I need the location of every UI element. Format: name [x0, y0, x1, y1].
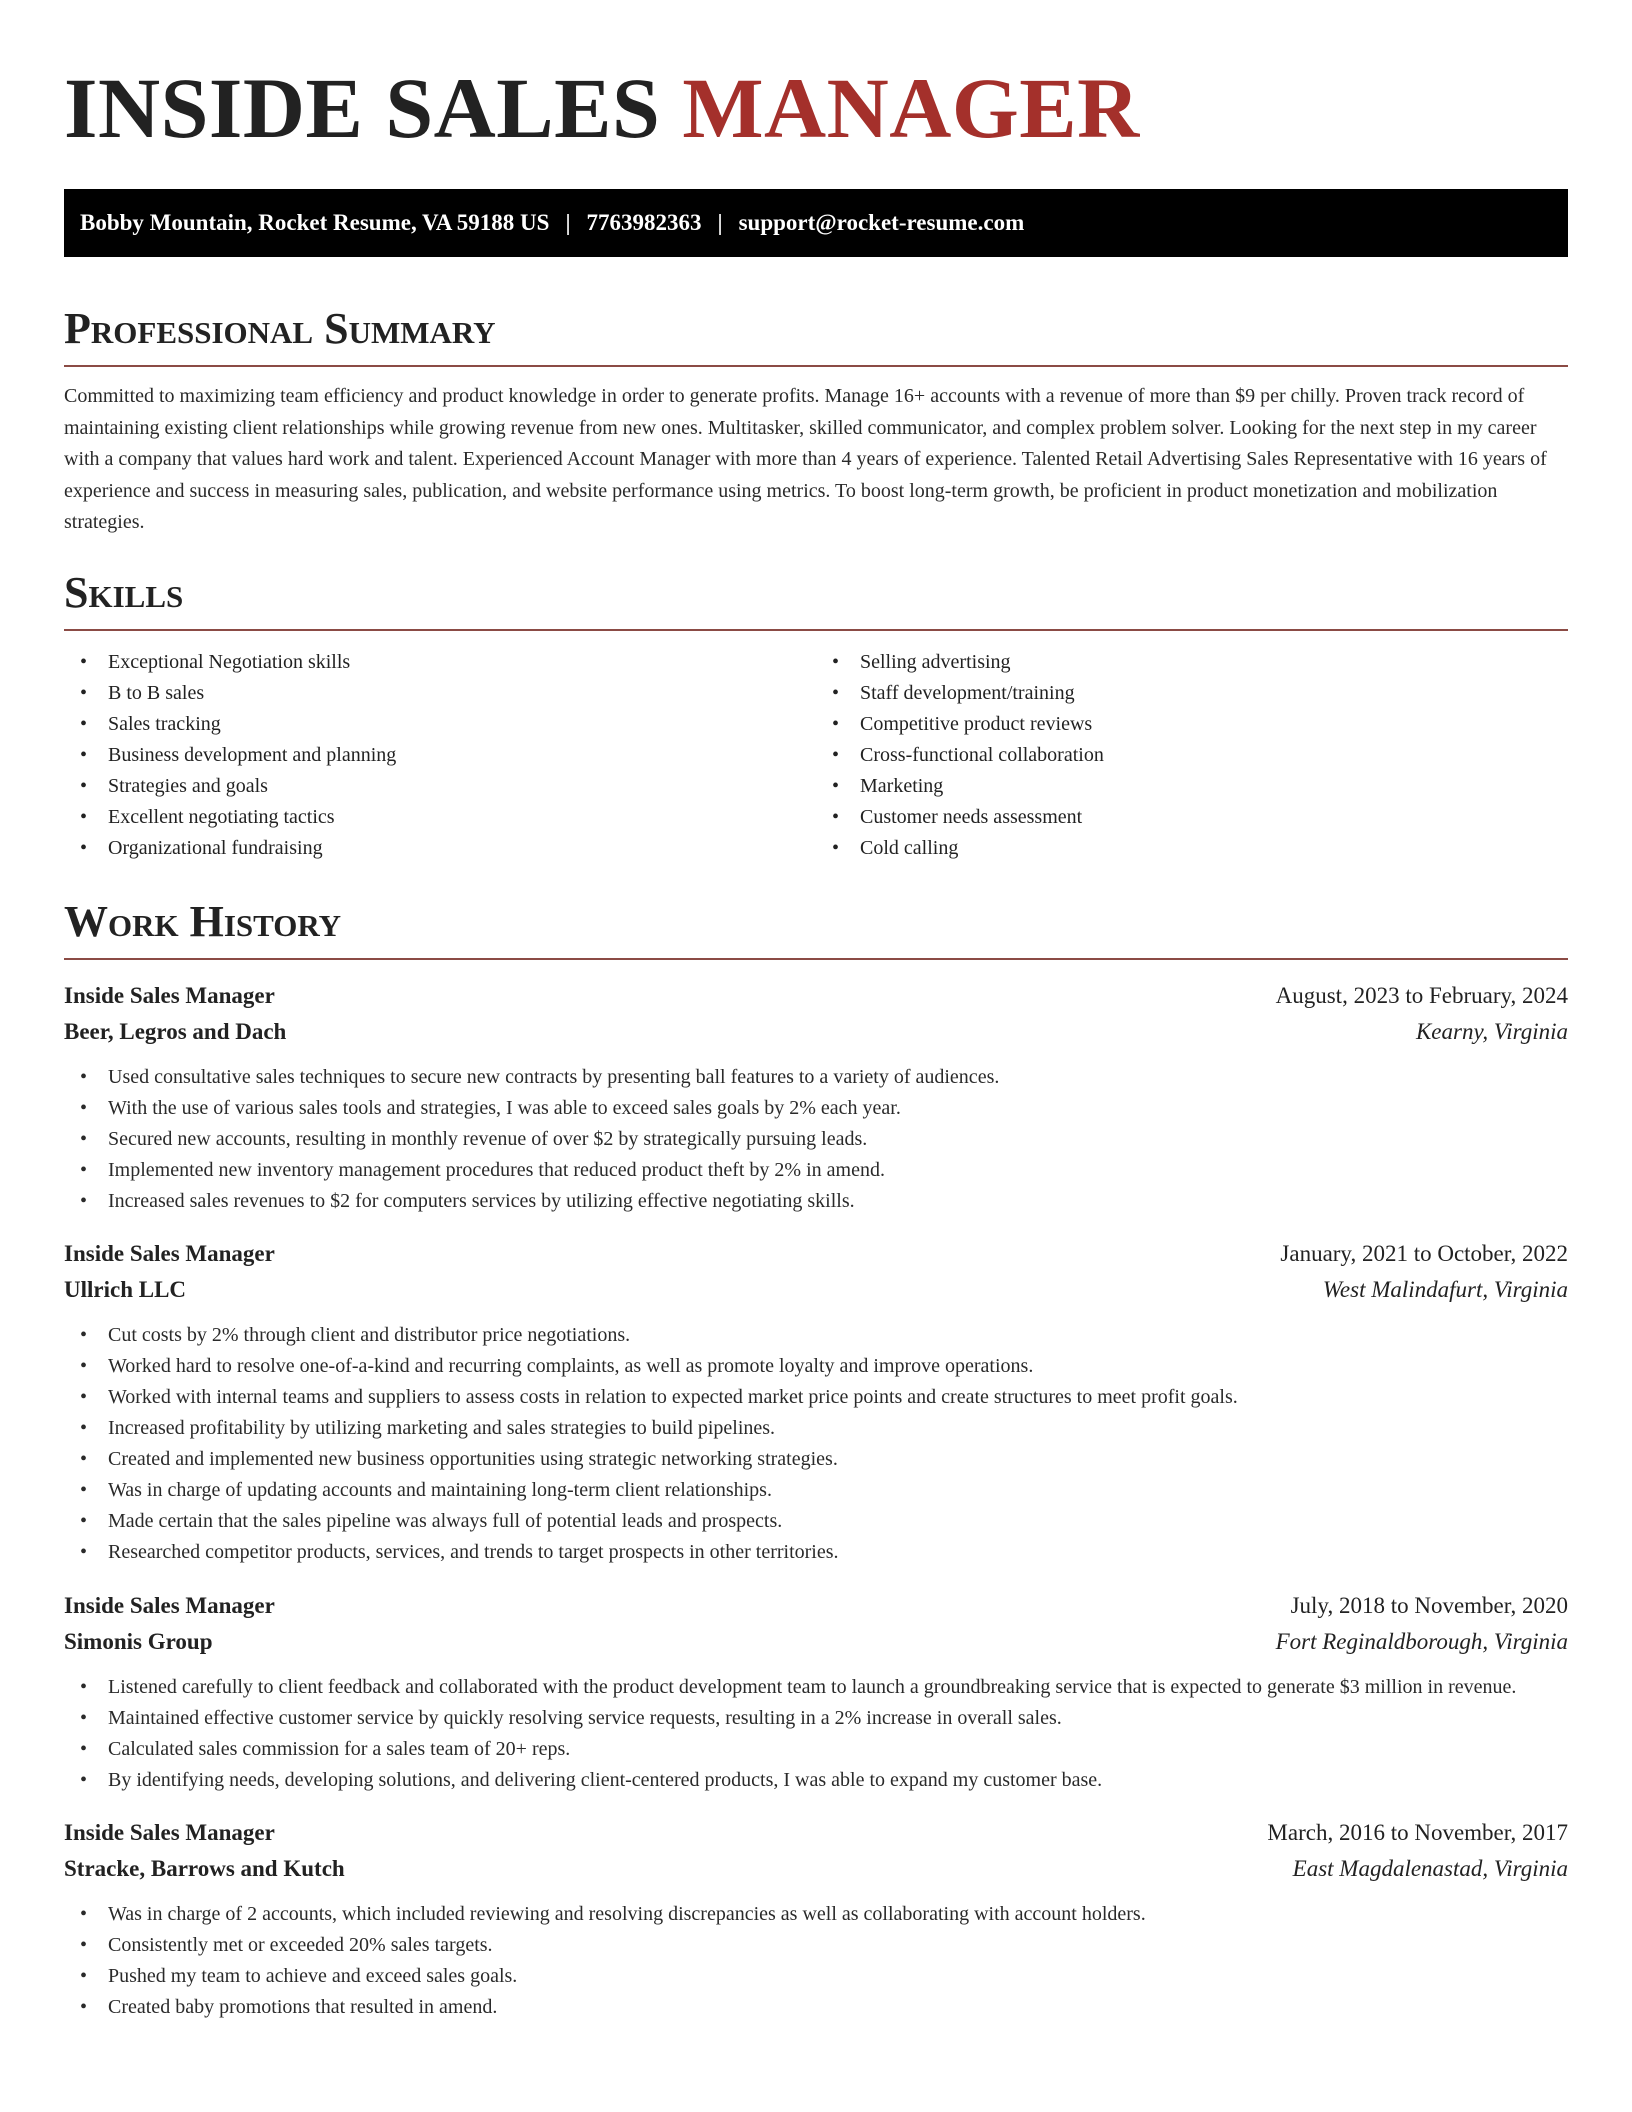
- job-header-row: [64, 1588, 1568, 1624]
- skill-item: • Cross-functional collaboration: [816, 740, 1568, 771]
- job-bullet: • Listened carefully to client feedback and collaborated with the product development team to launch a groundbreaking service that is expected to generate $3 million in revenue.: [64, 1672, 1568, 1703]
- job-bullet: • Was in charge of updating accounts and maintaining long-term client relationships.: [64, 1475, 1568, 1506]
- job-location: Kearny, Virginia: [1415, 1018, 1568, 1044]
- contact-separator: |: [717, 210, 723, 235]
- contact-address: Bobby Mountain, Rocket Resume, VA 59188 US: [80, 210, 550, 235]
- job-dates: August, 2023 to February, 2024: [1275, 982, 1568, 1008]
- job-bullets: [64, 1672, 1568, 1796]
- skill-item: • Business development and planning: [64, 740, 816, 771]
- skills-column-right: [816, 647, 1568, 864]
- job-entry: [64, 1815, 1568, 2023]
- title-main: INSIDE SALES: [64, 60, 661, 156]
- title-accent: MANAGER: [682, 60, 1140, 156]
- resume-title: [64, 60, 1568, 156]
- job-bullet: • Researched competitor products, services, and trends to target prospects in other territories.: [64, 1537, 1568, 1568]
- job-dates: January, 2021 to October, 2022: [1280, 1241, 1568, 1266]
- skill-item: • Strategies and goals: [64, 771, 816, 802]
- skill-item: • B to B sales: [64, 678, 816, 709]
- job-location: East Magdalenastad, Virginia: [1292, 1856, 1568, 1881]
- work-history-heading: Work History: [64, 900, 1568, 960]
- job-title: Inside Sales Manager: [64, 1592, 275, 1618]
- job-dates: July, 2018 to November, 2020: [1290, 1592, 1568, 1618]
- skill-item: • Marketing: [816, 771, 1568, 802]
- job-company-row: [64, 1851, 1568, 1887]
- job-company: Beer, Legros and Dach: [64, 1018, 287, 1044]
- job-entry: [64, 1588, 1568, 1796]
- job-bullet: • Made certain that the sales pipeline was always full of potential leads and prospects.: [64, 1506, 1568, 1537]
- job-entry: [64, 978, 1568, 1217]
- job-bullet: • Implemented new inventory management procedures that reduced product theft by 2% in amend.: [64, 1155, 1568, 1186]
- contact-bar: [64, 189, 1568, 257]
- job-bullet: • Worked with internal teams and suppliers to assess costs in relation to expected market price points and create structures to meet profit goals.: [64, 1382, 1568, 1413]
- job-company: Ullrich LLC: [64, 1277, 187, 1302]
- skill-item: • Competitive product reviews: [816, 709, 1568, 740]
- job-bullets: [64, 1320, 1568, 1568]
- skill-item: • Cold calling: [816, 833, 1568, 864]
- job-company-row: [64, 1272, 1568, 1308]
- job-header-row: [64, 1236, 1568, 1272]
- job-location: West Malindafurt, Virginia: [1322, 1277, 1568, 1302]
- job-bullets: [64, 1899, 1568, 2023]
- job-title: Inside Sales Manager: [64, 1241, 275, 1266]
- skill-item: • Customer needs assessment: [816, 802, 1568, 833]
- job-bullets: [64, 1062, 1568, 1217]
- skill-item: • Excellent negotiating tactics: [64, 802, 816, 833]
- job-bullet: • Was in charge of 2 accounts, which included reviewing and resolving discrepancies as well as collaborating with account holders.: [64, 1899, 1568, 1930]
- job-bullet: • Calculated sales commission for a sales team of 20+ reps.: [64, 1734, 1568, 1765]
- job-bullet: • Increased profitability by utilizing marketing and sales strategies to build pipelines.: [64, 1413, 1568, 1444]
- job-bullet: • Secured new accounts, resulting in monthly revenue of over $2 by strategically pursuing leads.: [64, 1124, 1568, 1155]
- skills-list: [64, 647, 1568, 864]
- job-company: Stracke, Barrows and Kutch: [64, 1856, 345, 1881]
- job-header-row: [64, 1815, 1568, 1851]
- skill-item: • Sales tracking: [64, 709, 816, 740]
- summary-text: Committed to maximizing team efficiency and product knowledge in order to generate profits. Manage 16+ accounts with a revenue of more than $9 per chilly. Proven track record of maintaining existing client relationships while growing revenue from new ones. Multitasker, skilled communicator, and complex problem solver. Looking for the next step in my career with a company that values hard work and talent. Experienced Account Manager with more than 4 years of experience. Talented Retail Advertising Sales Representative with 16 years of experience and success in measuring sales, publication, and website performance using metrics. To boost long-term growth, be proficient in product monetization and mobilization strategies.: [64, 385, 1547, 533]
- summary-heading: Professional Summary: [64, 307, 1568, 367]
- work-history-list: [64, 978, 1568, 2023]
- skill-item: • Organizational fundraising: [64, 833, 816, 864]
- job-bullet: • Created and implemented new business opportunities using strategic networking strategies.: [64, 1444, 1568, 1475]
- contact-email[interactable]: support@rocket-resume.com: [738, 210, 1025, 235]
- job-title: Inside Sales Manager: [64, 982, 275, 1008]
- contact-separator: |: [565, 210, 571, 235]
- job-company-row: [64, 1624, 1568, 1660]
- job-dates: March, 2016 to November, 2017: [1267, 1820, 1568, 1845]
- job-title: Inside Sales Manager: [64, 1820, 275, 1845]
- skills-heading: Skills: [64, 571, 1568, 631]
- skill-item: • Exceptional Negotiation skills: [64, 647, 816, 678]
- job-bullet: • Used consultative sales techniques to secure new contracts by presenting ball features to a variety of audiences.: [64, 1062, 1568, 1093]
- job-entry: [64, 1236, 1568, 1568]
- job-location: Fort Reginaldborough, Virginia: [1275, 1628, 1568, 1654]
- skill-item: • Staff development/training: [816, 678, 1568, 709]
- job-header-row: [64, 978, 1568, 1014]
- contact-phone[interactable]: 7763982363: [586, 210, 702, 235]
- job-bullet: • Consistently met or exceeded 20% sales targets.: [64, 1930, 1568, 1961]
- skills-column-left: [64, 647, 816, 864]
- job-bullet: • Maintained effective customer service by quickly resolving service requests, resulting in a 2% increase in overall sales.: [64, 1703, 1568, 1734]
- job-company-row: [64, 1014, 1568, 1050]
- job-bullet: • Created baby promotions that resulted in amend.: [64, 1992, 1568, 2023]
- job-bullet: • Increased sales revenues to $2 for computers services by utilizing effective negotiating skills.: [64, 1186, 1568, 1217]
- job-bullet: • By identifying needs, developing solutions, and delivering client-centered products, I was able to expand my customer base.: [64, 1765, 1568, 1796]
- skill-item: • Selling advertising: [816, 647, 1568, 678]
- job-bullet: • Pushed my team to achieve and exceed sales goals.: [64, 1961, 1568, 1992]
- job-bullet: • With the use of various sales tools and strategies, I was able to exceed sales goals by 2% each year.: [64, 1093, 1568, 1124]
- job-bullet: • Cut costs by 2% through client and distributor price negotiations.: [64, 1320, 1568, 1351]
- job-company: Simonis Group: [64, 1628, 213, 1654]
- job-bullet: • Worked hard to resolve one-of-a-kind and recurring complaints, as well as promote loyalty and improve operations.: [64, 1351, 1568, 1382]
